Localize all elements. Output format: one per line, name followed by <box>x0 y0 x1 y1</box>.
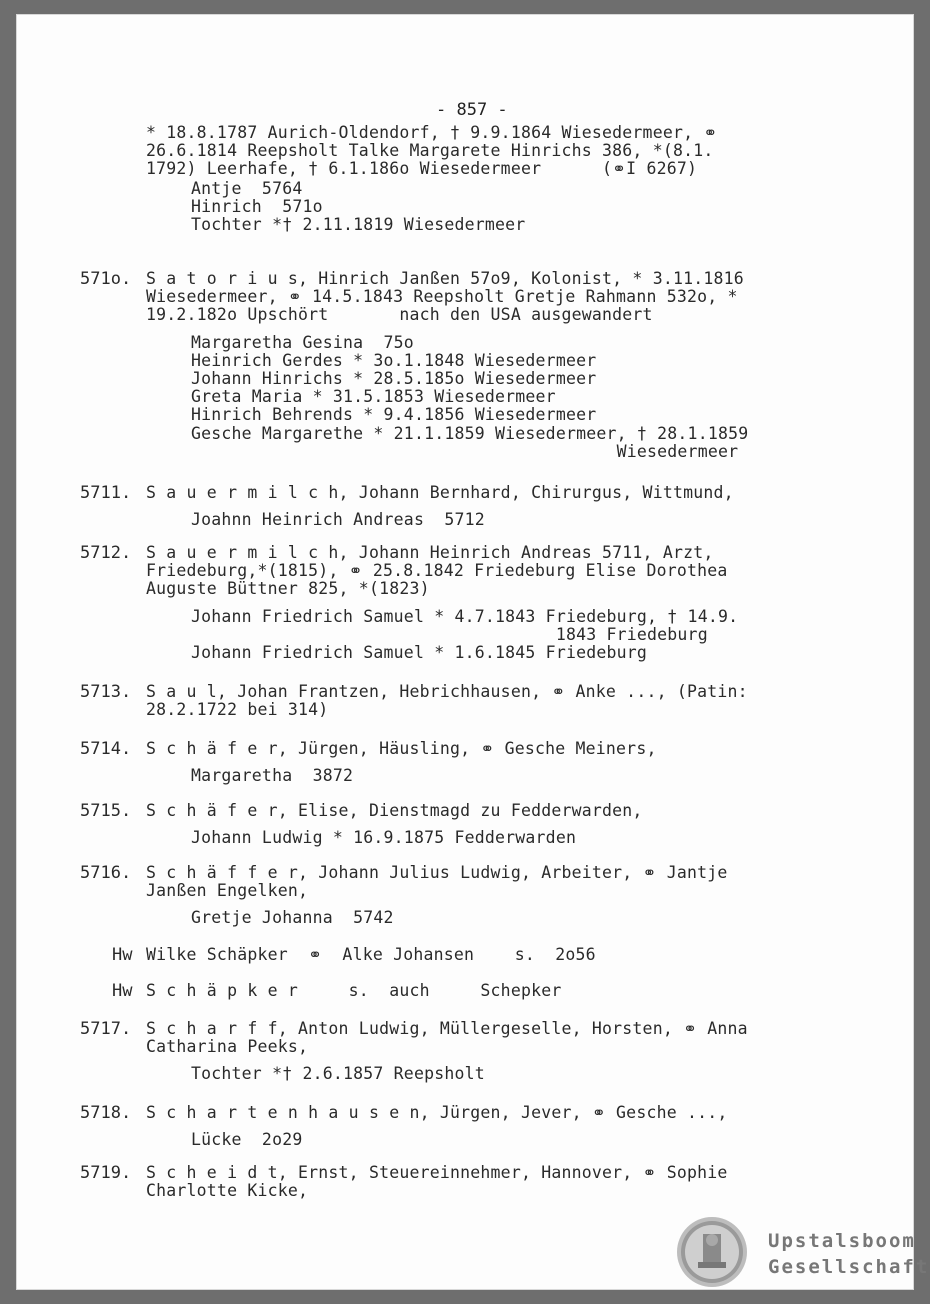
child-line: Johann Ludwig * 16.9.1875 Fedderwarden <box>191 828 577 848</box>
upstalsboom-logo <box>676 1216 930 1294</box>
entry-text-line: Auguste Büttner 825, *(1823) <box>146 579 430 599</box>
child-line: Johann Hinrichs * 28.5.185o Wiesedermeer <box>191 369 597 388</box>
page-number: - 857 - <box>436 100 508 120</box>
entry-number: Hw <box>112 981 133 1001</box>
child-line: Hinrich 571o <box>191 196 323 216</box>
entry-text-line: S a u e r m i l c h, Johann Heinrich Andreas 5711, Arzt, <box>146 543 714 562</box>
entry-text-line: Charlotte Kicke, <box>146 1181 309 1201</box>
entry-text-line: * 18.8.1787 Aurich-Oldendorf, † 9.9.1864 Wiesedermeer, ⚭ <box>146 123 718 142</box>
child-line: Greta Maria * 31.5.1853 Wiesedermeer <box>191 387 556 407</box>
entry-number: 5716. <box>80 863 132 883</box>
entry-number: 5718. <box>80 1103 132 1123</box>
child-line: Tochter *† 2.11.1819 Wiesedermeer <box>191 215 526 234</box>
logo-text-line2: Gesellschaft <box>768 1256 930 1278</box>
child-line: Heinrich Gerdes * 3o.1.1848 Wiesedermeer <box>191 350 597 370</box>
entry-text-line: 19.2.182o Upschört nach den USA ausgewandert <box>146 305 653 325</box>
entry-number: 5714. <box>80 739 132 759</box>
child-line: Antje 5764 <box>191 178 303 198</box>
child-line: Joahnn Heinrich Andreas 5712 <box>191 510 485 530</box>
entry-number: 5715. <box>80 801 132 821</box>
entry-text-line: 26.6.1814 Reepsholt Talke Margarete Hinrichs 386, *(8.1. <box>146 141 714 161</box>
entry-number: 5719. <box>80 1163 132 1183</box>
entry-text-line: S c h ä f e r, Elise, Dienstmagd zu Fedderwarden, <box>146 801 643 820</box>
entry-text-line: S a u l, Johan Frantzen, Hebrichhausen, ⚭ Anke ..., (Patin: <box>146 682 748 701</box>
child-line: Hinrich Behrends * 9.4.1856 Wiesedermeer <box>191 405 597 425</box>
entry-text-line: S a u e r m i l c h, Johann Bernhard, Chirurgus, Wittmund, <box>146 483 734 502</box>
entry-number: 5712. <box>80 543 132 563</box>
seal-icon <box>676 1216 748 1288</box>
entry-text-line: S a t o r i u s, Hinrich Janßen 57o9, Kolonist, * 3.11.1816 <box>146 269 744 288</box>
entry-text-line: Catharina Peeks, <box>146 1037 309 1057</box>
entry-number: 5717. <box>80 1019 132 1039</box>
entry-text-line: Friedeburg,*(1815), ⚭ 25.8.1842 Friedeburg Elise Dorothea <box>146 561 728 581</box>
entry-text-line: S c h a r f f, Anton Ludwig, Müllergeselle, Horsten, ⚭ Anna <box>146 1019 748 1038</box>
entry-number: Hw <box>112 945 133 965</box>
entry-text-line: S c h e i d t, Ernst, Steuereinnehmer, Hannover, ⚭ Sophie <box>146 1163 728 1182</box>
entry-number: 5713. <box>80 682 132 702</box>
child-line: Johann Friedrich Samuel * 1.6.1845 Friedeburg <box>191 643 648 662</box>
child-line: Margaretha 3872 <box>191 766 354 786</box>
child-line: Johann Friedrich Samuel * 4.7.1843 Friedeburg, † 14.9. <box>191 606 739 626</box>
entry-text-line: S c h ä f f e r, Johann Julius Ludwig, Arbeiter, ⚭ Jantje <box>146 863 728 882</box>
child-line: Margaretha Gesina 75o <box>191 332 414 352</box>
child-line: Lücke 2o29 <box>191 1130 303 1150</box>
logo-text-line1: Upstalsboom <box>768 1230 916 1252</box>
entry-text-line: 1792) Leerhafe, † 6.1.186o Wiesedermeer (⚭I 6267) <box>146 159 698 179</box>
entry-number: 571o. <box>80 269 132 289</box>
entry-text-line: S c h ä f e r, Jürgen, Häusling, ⚭ Gesche Meiners, <box>146 739 657 758</box>
entry-text-line: Janßen Engelken, <box>146 881 309 901</box>
entry-text-line: S c h ä p k e r s. auch Schepker <box>146 981 562 1000</box>
entry-text-line: Wilke Schäpker ⚭ Alke Johansen s. 2o56 <box>146 945 596 964</box>
child-line: Wiesedermeer <box>191 441 739 461</box>
document-page <box>16 14 930 1290</box>
child-line: 1843 Friedeburg <box>191 624 708 644</box>
entry-text-line: 28.2.1722 bei 314) <box>146 700 329 720</box>
entry-text-line: Wiesedermeer, ⚭ 14.5.1843 Reepsholt Gretje Rahmann 532o, * <box>146 287 738 307</box>
child-line: Tochter *† 2.6.1857 Reepsholt <box>191 1064 485 1084</box>
entry-number: 5711. <box>80 483 132 503</box>
entry-text-line: S c h a r t e n h a u s e n, Jürgen, Jever, ⚭ Gesche ..., <box>146 1103 728 1122</box>
child-line: Gesche Margarethe * 21.1.1859 Wiesedermeer, † 28.1.1859 <box>191 423 749 443</box>
child-line: Gretje Johanna 5742 <box>191 908 394 928</box>
